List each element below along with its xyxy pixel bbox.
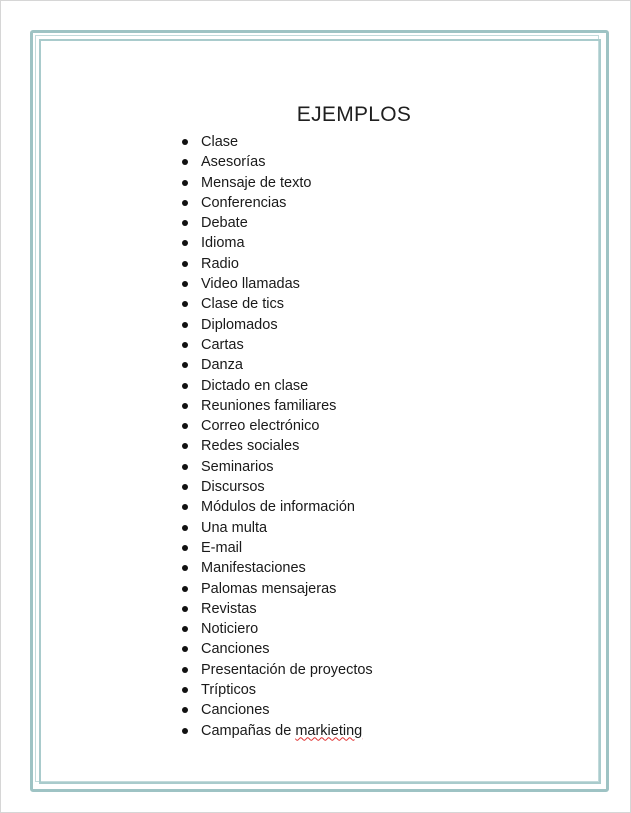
list-item-text: Correo electrónico <box>201 418 320 435</box>
bullet-icon <box>182 626 188 632</box>
bullet-icon <box>182 545 188 551</box>
bullet-icon <box>182 606 188 612</box>
list-item <box>181 619 373 639</box>
list-item-text: Conferencias <box>201 194 287 211</box>
list-item-text: Revistas <box>201 600 257 617</box>
list-item <box>181 518 373 538</box>
list-item <box>181 254 373 274</box>
bullet-icon <box>182 322 188 328</box>
list-item-text: Clase <box>201 134 239 150</box>
list-item-text: Una multa <box>201 519 268 536</box>
bullet-icon <box>182 342 188 348</box>
bullet-icon <box>182 403 188 409</box>
list-item <box>181 579 373 599</box>
bullet-icon <box>182 220 188 226</box>
list-item <box>181 680 373 700</box>
list-item <box>181 132 373 152</box>
list-item <box>181 315 373 335</box>
list-item <box>181 558 373 578</box>
list-item <box>181 436 373 456</box>
list-item <box>181 700 373 720</box>
list-item <box>181 497 373 517</box>
list-item <box>181 396 373 416</box>
list-item-text: Discursos <box>201 479 265 496</box>
bullet-icon <box>182 687 188 693</box>
list-item-text: Campañas de <box>201 722 296 739</box>
bullet-icon <box>182 139 188 145</box>
bullet-icon <box>182 707 188 713</box>
list-item-text: Seminarios <box>201 458 274 475</box>
list-item-text: Módulos de información <box>201 499 355 516</box>
list-item <box>181 457 373 477</box>
document-title: EJEMPLOS <box>296 103 412 126</box>
bullet-icon <box>182 565 188 571</box>
bullet-icon <box>182 423 188 429</box>
list-item-text: Danza <box>201 357 243 374</box>
bullet-icon <box>182 240 188 246</box>
list-item <box>181 233 373 253</box>
list-item-text: Dictado en clase <box>201 377 309 394</box>
list-item-text: Canciones <box>201 702 270 719</box>
list-item-text: Manifestaciones <box>201 560 306 577</box>
bullet-list <box>181 132 373 741</box>
list-item <box>181 173 373 193</box>
list-item-text: Cartas <box>201 336 244 353</box>
list-item-last <box>181 721 373 741</box>
bullet-icon <box>182 443 188 449</box>
list-item-text: Presentación de proyectos <box>201 661 373 678</box>
list-item <box>181 294 373 314</box>
bullet-icon <box>182 301 188 307</box>
bullet-icon <box>182 525 188 531</box>
list-item <box>181 416 373 436</box>
list-item <box>181 477 373 497</box>
bullet-icon <box>182 383 188 389</box>
list-item <box>181 274 373 294</box>
bullet-icon <box>182 484 188 490</box>
bullet-icon <box>182 362 188 368</box>
bullet-icon <box>182 281 188 287</box>
list-item <box>181 152 373 172</box>
list-item-text: Reuniones familiares <box>201 397 337 414</box>
list-item <box>181 376 373 396</box>
list-item-text: Idioma <box>201 235 245 252</box>
list-item-text: Diplomados <box>201 316 278 333</box>
list-item <box>181 193 373 213</box>
list-item-text: Debate <box>201 215 248 232</box>
bullet-icon <box>182 200 188 206</box>
list-item-text: Clase de tics <box>201 296 285 313</box>
list-item-text: Redes sociales <box>201 438 300 455</box>
list-item <box>181 639 373 659</box>
list-item-text: Palomas mensajeras <box>201 580 337 597</box>
list-item <box>181 335 373 355</box>
list-item-text: Mensaje de texto <box>201 174 312 191</box>
list-item-text: Canciones <box>201 641 270 658</box>
list-item-text: Trípticos <box>201 682 257 699</box>
bullet-icon <box>182 464 188 470</box>
bullet-icon <box>182 667 188 673</box>
list-item <box>181 213 373 233</box>
list-item-text: E-mail <box>201 539 243 556</box>
list-item-text: Noticiero <box>201 621 259 638</box>
bullet-icon <box>182 180 188 186</box>
list-item <box>181 355 373 375</box>
bullet-icon <box>182 261 188 267</box>
list-item <box>181 599 373 619</box>
bullet-icon <box>182 728 188 734</box>
bullet-icon <box>182 504 188 510</box>
misspelled-word[interactable]: markieting <box>295 722 363 739</box>
list-item <box>181 538 373 558</box>
list-item <box>181 660 373 680</box>
bullet-icon <box>182 646 188 652</box>
list-item-text: Video llamadas <box>201 276 300 293</box>
list-item-text: Radio <box>201 255 239 272</box>
list-item-text: Asesorías <box>201 154 266 171</box>
bullet-icon <box>182 586 188 592</box>
bullet-icon <box>182 159 188 165</box>
